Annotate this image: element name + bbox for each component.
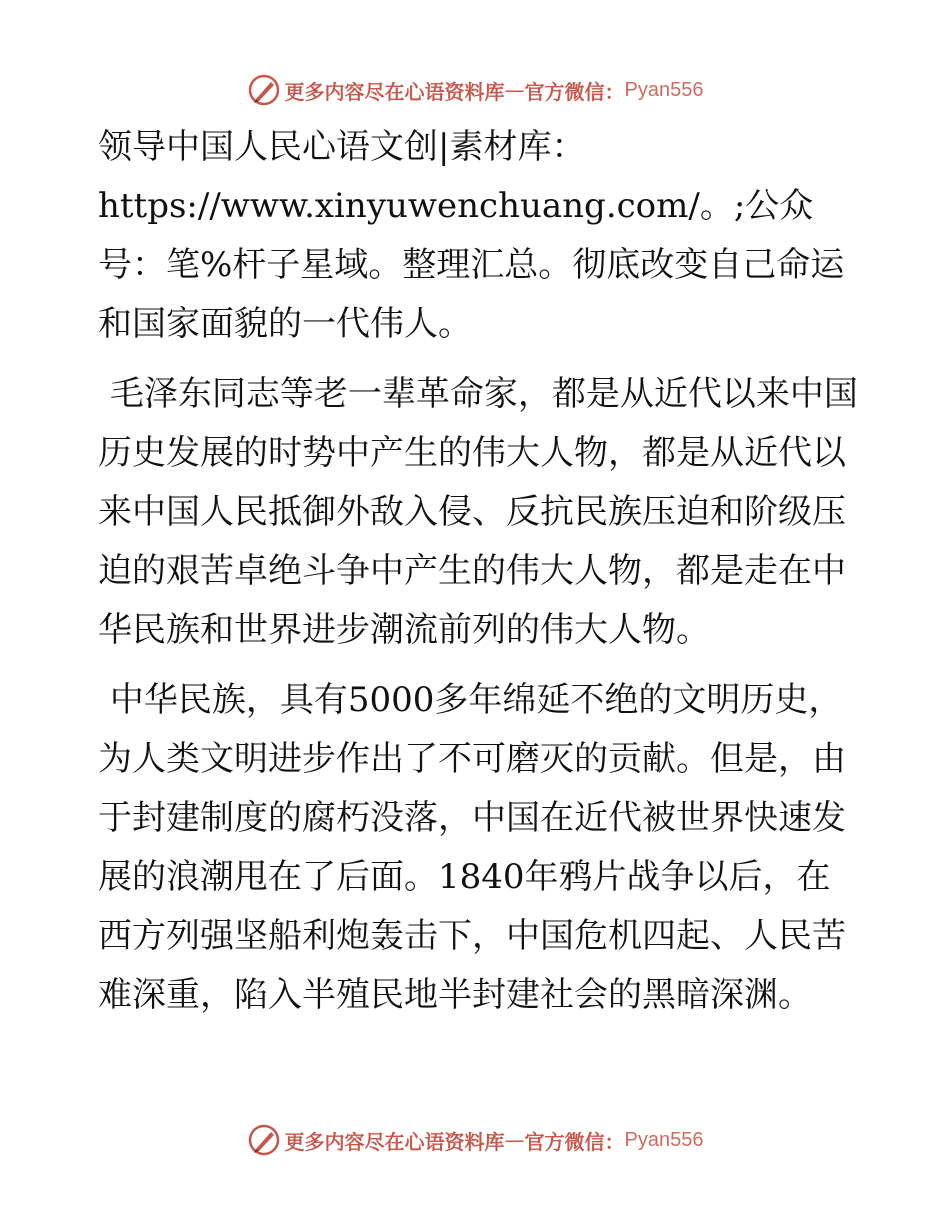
- paragraph-3: 中华民族，具有5000多年绵延不绝的文明历史，为人类文明进步作出了不可磨灭的贡献。但是，由于封建制度的腐朽没落，中国在近代被世界快速发展的浪潮甩在了后面。1840年鸦片战争以后，在西方列强坚船利炮轰击下，中国危机四起、人民苦难深重，陷入半殖民地半封建社会的黑暗深渊。: [98, 680, 846, 1015]
- paragraph-1: 领导中国人民心语文创|素材库：https://www.xinyuwenchuang.com/。;公众号：笔%杆子星域。整理汇总。彻底改变自己命运和国家面貌的一代伟人。: [98, 127, 845, 344]
- banner-main-text: 更多内容尽在心语资料库: [284, 79, 505, 104]
- pen-logo-icon: [247, 73, 281, 107]
- banner-wechat-id: Pyan556: [624, 1128, 704, 1151]
- footer-banner: [0, 1120, 950, 1160]
- banner-main-text: 更多内容尽在心语资料库: [284, 1129, 505, 1154]
- document-body: [98, 118, 858, 1025]
- paragraph-2: 毛泽东同志等老一辈革命家，都是从近代以来中国历史发展的时势中产生的伟大人物，都是从近代以来中国人民抵御外敌入侵、反抗民族压迫和阶级压迫的艰苦卓绝斗争中产生的伟大人物，都是走在中华民族和世界进步潮流前列的伟大人物。: [98, 374, 858, 650]
- header-banner: [0, 70, 950, 110]
- banner-wechat-label: 官方微信：: [524, 1129, 625, 1154]
- banner-wechat-id: Pyan556: [624, 78, 704, 101]
- pen-logo-icon: [247, 1123, 281, 1157]
- banner-dash: —: [504, 78, 525, 102]
- banner-dash: —: [504, 1128, 525, 1152]
- banner-wechat-label: 官方微信：: [524, 79, 625, 104]
